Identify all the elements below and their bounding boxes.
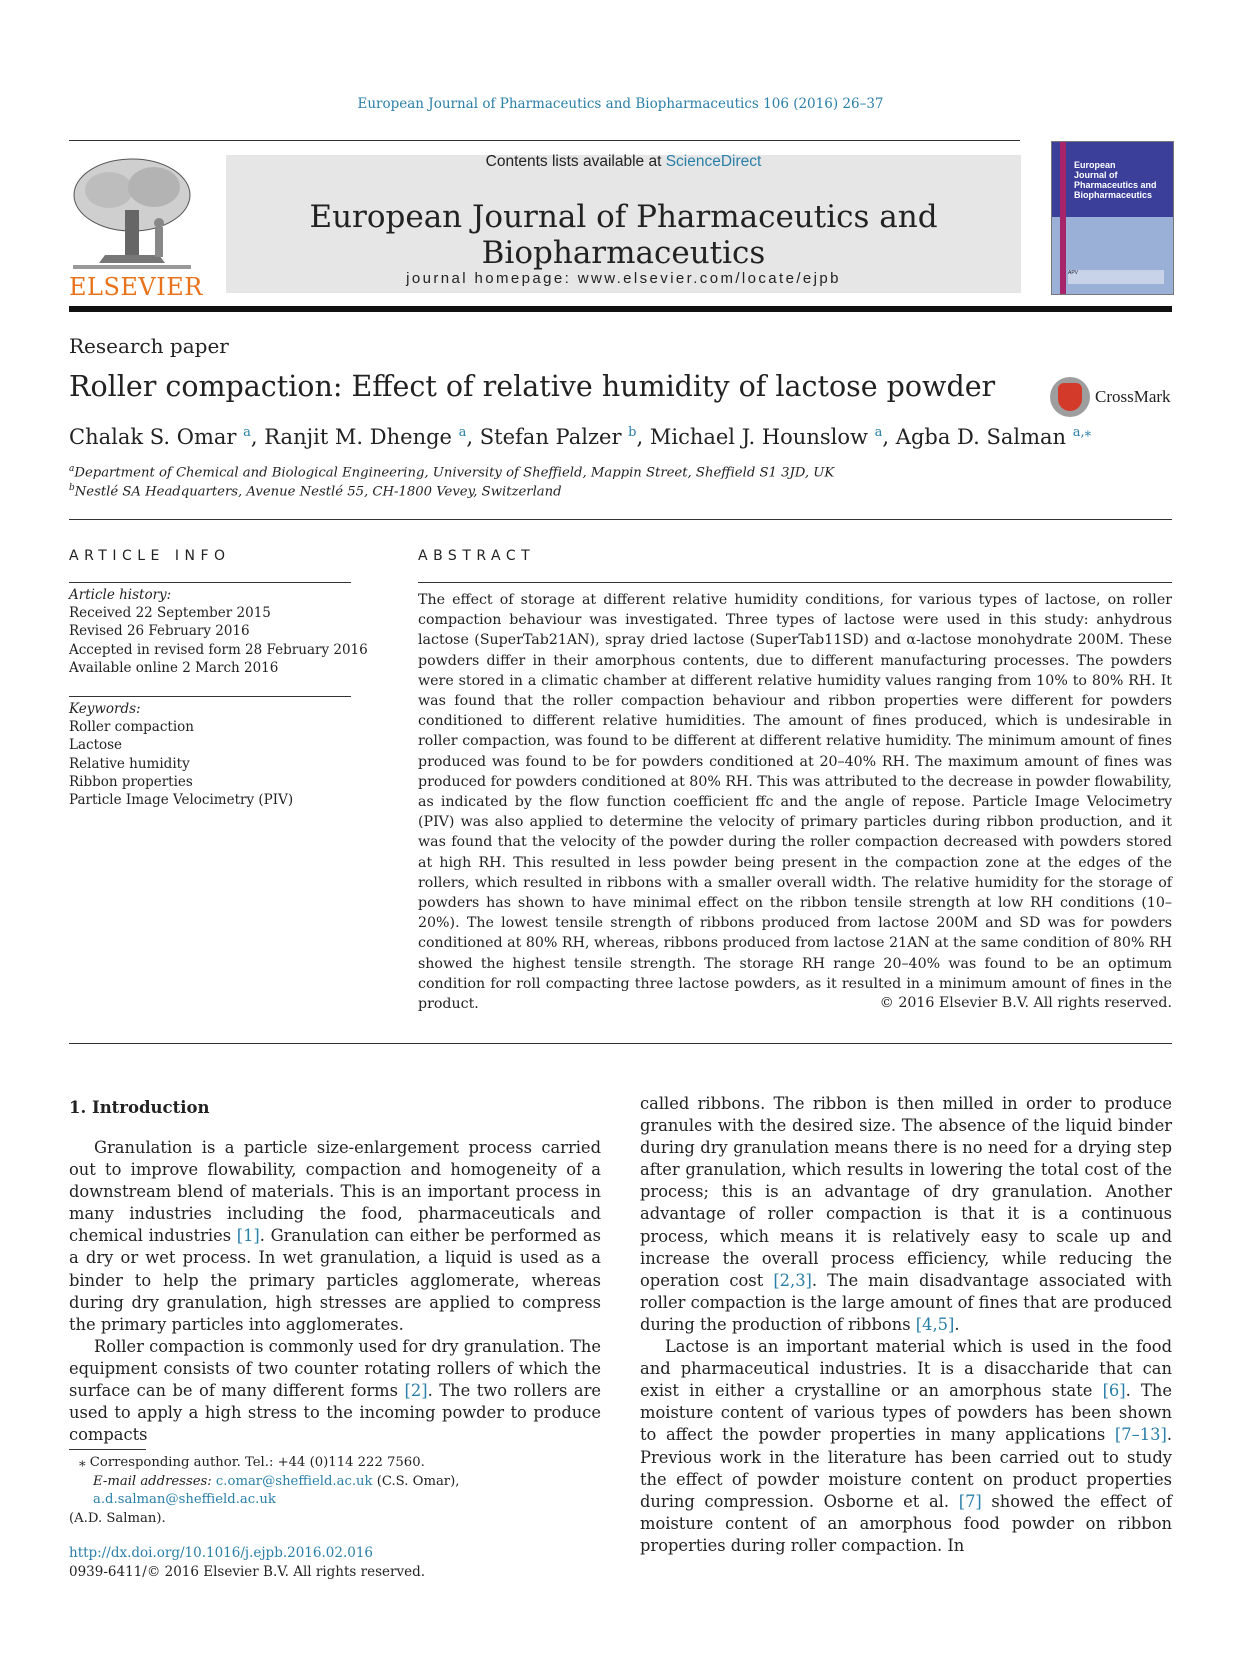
keyword: Lactose xyxy=(69,737,123,754)
journal-cover-thumbnail[interactable] xyxy=(1051,141,1174,295)
author-name[interactable]: Ranjit M. Dhenge xyxy=(264,425,452,449)
author-name[interactable]: Michael J. Hounslow xyxy=(649,425,868,449)
contents-line xyxy=(226,153,1021,171)
text-run: . The moisture content of various types of powders has been shown to affect the powder properties in many applications xyxy=(640,1381,1172,1445)
history-item: Accepted in revised form 28 February 2016 xyxy=(69,641,368,658)
paragraph xyxy=(640,1093,1172,1336)
author-affiliation-mark[interactable]: b xyxy=(628,425,637,440)
cover-title-line: European xyxy=(1074,160,1116,170)
publisher-wordmark: ELSEVIER xyxy=(69,273,203,301)
text-run: called ribbons. The ribbon is then milled in order to produce granules with the desired size. The absence of the liquid binder during dry granulation means there is no need for a drying step after granulation, which results in lowering the total cost of the process; this is an advantage of dry granulation. Another advantage of roller compaction is that it is a continuous process, which means it is relatively easy to scale up and increase the overall process efficiency, while reducing the operation cost xyxy=(640,1094,1172,1290)
author-name[interactable]: Stefan Palzer xyxy=(479,425,622,449)
sciencedirect-link[interactable]: ScienceDirect xyxy=(665,153,762,170)
author-list: Chalak S. Omar $^a$, Ranjit M. Dhenge $^a$, Stefan Palzer $^b$, Michael J. Hounslow $^a$, Agba D. Salman $^{a,⁎}$ xyxy=(69,425,1092,449)
author-affiliation-mark[interactable]: a xyxy=(458,425,467,440)
journal-citation[interactable]: European Journal of Pharmaceutics and Biopharmaceutics 106 (2016) 26–37 xyxy=(357,96,884,112)
reference-link[interactable]: [7] xyxy=(958,1491,982,1511)
crossmark-icon xyxy=(1050,377,1090,417)
abstract-copyright: © 2016 Elsevier B.V. All rights reserved. xyxy=(879,995,1172,1011)
left-column-body xyxy=(69,1137,601,1446)
email-label: E-mail addresses: xyxy=(93,1473,216,1489)
affiliation-text: Nestlé SA Headquarters, Avenue Nestlé 55, CH-1800 Vevey, Switzerland xyxy=(74,484,562,500)
contents-prefix: Contents lists available at xyxy=(485,153,666,170)
footnote xyxy=(69,1454,601,1528)
section-divider xyxy=(69,1043,1172,1044)
affiliation-mark: a xyxy=(69,464,75,474)
keywords xyxy=(69,700,293,809)
reference-link[interactable]: [2,3] xyxy=(773,1270,812,1290)
author-name[interactable]: Agba D. Salman xyxy=(895,425,1067,449)
right-column-body xyxy=(640,1093,1172,1557)
issn-line: 0939-6411/© 2016 Elsevier B.V. All rights reserved. xyxy=(69,1564,426,1580)
affiliation-a xyxy=(69,464,834,480)
reference-link[interactable]: [6] xyxy=(1102,1381,1126,1401)
reference-link[interactable]: [7–13] xyxy=(1114,1425,1167,1445)
journal-banner xyxy=(226,155,1021,293)
reference-link[interactable]: [2] xyxy=(404,1381,428,1401)
cover-footer: APV xyxy=(1068,270,1164,284)
elsevier-logo[interactable] xyxy=(69,155,203,301)
cover-title-line: Journal of xyxy=(1074,170,1118,180)
history-item: Available online 2 March 2016 xyxy=(69,659,279,676)
keywords-rule xyxy=(69,696,351,697)
author-name[interactable]: Chalak S. Omar xyxy=(69,425,237,449)
section-divider xyxy=(69,519,1172,520)
text-run: Roller compaction is commonly used for dry granulation. The equipment consists of two counter rotating rollers of which the surface can be of many different forms xyxy=(69,1336,601,1401)
crossmark-label: CrossMark xyxy=(1095,387,1171,406)
text-run: showed the effect of moisture content of an amorphous food powder on ribbon properties during roller compaction. In xyxy=(640,1491,1172,1555)
paragraph xyxy=(69,1137,601,1336)
crossmark-badge[interactable] xyxy=(1050,377,1175,421)
cover-title-line: Pharmaceutics and xyxy=(1074,180,1157,190)
cover-strip xyxy=(1060,142,1066,294)
abstract-heading: ABSTRACT xyxy=(418,548,536,564)
text-run: Lactose is an important material which is used in the food and pharmaceutical industries. It is a disaccharide that can exist in either a crystalline or an amorphous state xyxy=(640,1337,1172,1401)
keyword: Roller compaction xyxy=(69,719,194,736)
text-run: . Granulation can either be performed as a dry or wet process. In wet granulation, a liquid is used as a binder to help the primary particles agglomerate, whereas during dry granulation, high stresses are applied to compress the primary particles into agglomerates. xyxy=(69,1226,601,1334)
corresponding-author-note: ⁎ Corresponding author. Tel.: +44 (0)114 222 7560. xyxy=(79,1455,425,1470)
doi-link[interactable]: http://dx.doi.org/10.1016/j.ejpb.2016.02.016 xyxy=(69,1545,374,1561)
article-info-rule xyxy=(69,582,351,583)
paper-type: Research paper xyxy=(69,334,229,358)
abstract-rule xyxy=(418,582,1172,583)
header-rule xyxy=(69,140,1020,141)
affiliation-text: Department of Chemical and Biological Engineering, University of Sheffield, Mappin Street, Sheffield S1 3JD, UK xyxy=(74,465,835,481)
email-link[interactable]: c.omar@sheffield.ac.uk xyxy=(215,1473,373,1489)
abstract-text: The effect of storage at different relative humidity conditions, for various types of lactose, on roller compaction behaviour was investigated. Three types of lactose were used in this study: anhydrous lactose (SuperTab21AN), spray dried lactose (SuperTab11SD) and α-lactose monohydrate 200M. These powders differ in their amorphous contents, due to different manufacturing processes. The powders were stored in a climatic chamber at different relative humidity values ranging from 10% to 80% RH. It was found that the roller compaction behaviour and ribbon properties were different for powders conditioned to different relative humidities. The amount of fines produced, which is undesirable in roller compaction, was found to be different at different relative humidity. The minimum amount of fines produced was found to be for powders conditioned at 20–40% RH. The maximum amount of fines was produced for powders conditioned at 80% RH. This was attributed to the decrease in powder flowability, as indicated by the flow function coefficient ffc and the angle of repose. Particle Image Velocimetry (PIV) was also applied to determine the velocity of primary particles during ribbon production, and it was found that the velocity of the powder during the roller compaction decreased with powders stored at high RH. This resulted in less powder being present in the compaction zone at the edges of the rollers, which resulted in ribbons with a smaller overall width. The relative humidity for the storage of powders has shown to have minimal effect on the ribbon tensile strength at low RH conditions (10–20%). The lowest tensile strength of ribbons produced from lactose 200M and SD was for powders conditioned at 80% RH, whereas, ribbons produced from lactose 21AN at the same condition of 80% RH showed the highest tensile strength. The storage RH range 20–40% was found to be an optimum condition for roll compacting three lactose powders, as it resulted in a minimum amount of fines in the product. xyxy=(418,592,1172,1013)
email-line xyxy=(69,1473,601,1510)
keyword: Ribbon properties xyxy=(69,773,193,790)
history-item: Revised 26 February 2016 xyxy=(69,623,250,640)
reference-link[interactable]: [1] xyxy=(236,1226,260,1246)
introduction-heading: 1. Introduction xyxy=(69,1098,210,1117)
journal-title: European Journal of Pharmaceutics and Biopharmaceutics xyxy=(309,199,938,271)
email-owner: (C.S. Omar), xyxy=(372,1473,460,1489)
email-link[interactable]: a.d.salman@sheffield.ac.uk xyxy=(93,1492,276,1507)
keyword: Relative humidity xyxy=(69,755,190,772)
text-run: . Previous work in the literature has been carried out to study the effect of powder moisture content on product properties during compression. Osborne et al. xyxy=(640,1425,1172,1511)
header-thick-rule xyxy=(69,306,1172,312)
text-run: . xyxy=(954,1314,960,1334)
doi-block xyxy=(69,1544,425,1582)
paragraph xyxy=(69,1336,601,1446)
author-affiliation-mark[interactable]: a,⁎ xyxy=(1072,425,1092,440)
elsevier-tree-icon xyxy=(69,155,195,271)
cover-title xyxy=(1074,160,1157,200)
keywords-label: Keywords: xyxy=(69,701,141,717)
paper-title: Roller compaction: Effect of relative humidity of lactose powder xyxy=(69,370,996,403)
history-item: Received 22 September 2015 xyxy=(69,605,271,622)
article-info-heading: ARTICLE INFO xyxy=(69,548,231,564)
text-run: . The main disadvantage associated with roller compaction is the large amount of fines that are produced during the production of ribbons xyxy=(640,1270,1172,1334)
history-label: Article history: xyxy=(69,587,172,603)
author-affiliation-mark[interactable]: a xyxy=(243,425,251,440)
article-history xyxy=(69,586,368,677)
reference-link[interactable]: [4,5] xyxy=(915,1314,955,1334)
journal-homepage[interactable]: journal homepage: www.elsevier.com/locate/ejpb xyxy=(406,270,841,287)
cover-title-line: Biopharmaceutics xyxy=(1074,190,1153,200)
text-run: Granulation is a particle size-enlargement process carried out to improve flowability, compaction and homogeneity of a downstream blend of materials. This is an important process in many industries including the food, pharmaceuticals and chemical industries xyxy=(69,1138,601,1246)
keyword: Particle Image Velocimetry (PIV) xyxy=(69,792,294,809)
affiliation-mark: b xyxy=(69,483,75,493)
footnote-rule xyxy=(69,1449,146,1450)
paragraph xyxy=(640,1336,1172,1557)
text-run: . The two rollers are used to apply a high stress to the incoming powder to produce compacts xyxy=(69,1381,601,1445)
author-affiliation-mark[interactable]: a xyxy=(874,425,883,440)
email-owner: (A.D. Salman). xyxy=(69,1510,166,1526)
affiliation-b xyxy=(69,483,562,499)
